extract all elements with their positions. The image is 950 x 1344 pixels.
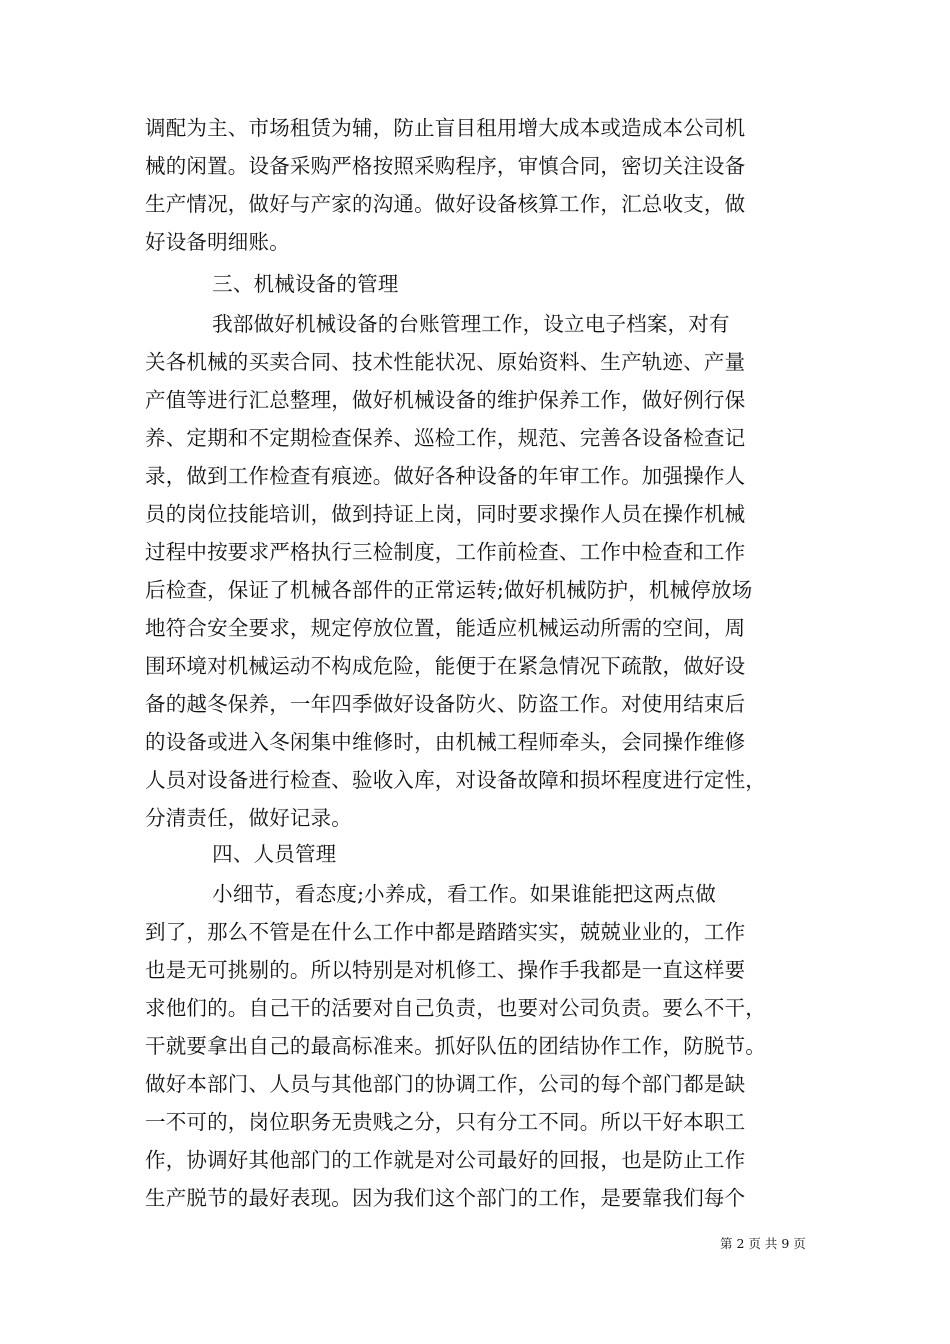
text-line: 备的越冬保养，一年四季做好设备防火、防盗工作。对使用结束后 (145, 692, 746, 716)
text-line: 也是无可挑剔的。所以特别是对机修工、操作手我都是一直这样要 (145, 958, 746, 982)
text-line: 械的闲置。设备采购严格按照采购程序，审慎合同，密切关注设备 (145, 154, 746, 178)
text-line: 的设备或进入冬闲集中维修时，由机械工程师牵头，会同操作维修 (145, 730, 746, 754)
text-line: 生产情况，做好与产家的沟通。做好设备核算工作，汇总收支，做 (145, 192, 746, 216)
text-line: 关各机械的买卖合同、技术性能状况、原始资料、生产轨迹、产量 (145, 350, 746, 374)
section-heading: 三、机械设备的管理 (145, 272, 399, 296)
text-line: 一不可的，岗位职务无贵贱之分，只有分工不同。所以干好本职工 (145, 1110, 746, 1134)
text-line: 员的岗位技能培训，做到持证上岗，同时要求操作人员在操作机械 (145, 502, 746, 526)
text-line: 围环境对机械运动不构成危险，能便于在紧急情况下疏散，做好设 (145, 654, 746, 678)
text-line: 好设备明细账。 (145, 230, 290, 254)
text-line: 过程中按要求严格执行三检制度，工作前检查、工作中检查和工作 (145, 540, 746, 564)
text-line: 分清责任，做好记录。 (145, 806, 352, 830)
text-line: 产值等进行汇总整理，做好机械设备的维护保养工作，做好例行保 (145, 388, 746, 412)
text-line: 生产脱节的最好表现。因为我们这个部门的工作，是要靠我们每个 (145, 1186, 746, 1210)
text-line: 后检查，保证了机械各部件的正常运转;做好机械防护，机械停放场 (145, 578, 753, 602)
text-line: 到了，那么不管是在什么工作中都是踏踏实实，兢兢业业的，工作 (145, 920, 746, 944)
text-line: 录，做到工作检查有痕迹。做好各种设备的年审工作。加强操作人 (145, 464, 746, 488)
text-line: 地符合安全要求，规定停放位置，能适应机械运动所需的空间，周 (145, 616, 746, 640)
text-line: 小细节，看态度;小养成，看工作。如果谁能把这两点做 (145, 882, 717, 906)
text-line: 养、定期和不定期检查保养、巡检工作，规范、完善各设备检查记 (145, 426, 746, 450)
text-line: 我部做好机械设备的台账管理工作，设立电子档案，对有 (145, 312, 730, 336)
text-line: 干就要拿出自己的最高标准来。抓好队伍的团结协作工作，防脱节。 (145, 1034, 766, 1058)
text-line: 求他们的。自己干的活要对自己负责，也要对公司负责。要么不干， (145, 996, 766, 1020)
text-line: 调配为主、市场租赁为辅，防止盲目租用增大成本或造成本公司机 (145, 116, 746, 140)
text-line: 做好本部门、人员与其他部门的协调工作，公司的每个部门都是缺 (145, 1072, 746, 1096)
text-line: 作，协调好其他部门的工作就是对公司最好的回报，也是防止工作 (145, 1148, 746, 1172)
section-heading: 四、人员管理 (145, 842, 337, 866)
page-number-footer: 第 2 页 共 9 页 (720, 1236, 806, 1251)
text-line: 人员对设备进行检查、验收入库，对设备故障和损坏程度进行定性， (145, 768, 766, 792)
